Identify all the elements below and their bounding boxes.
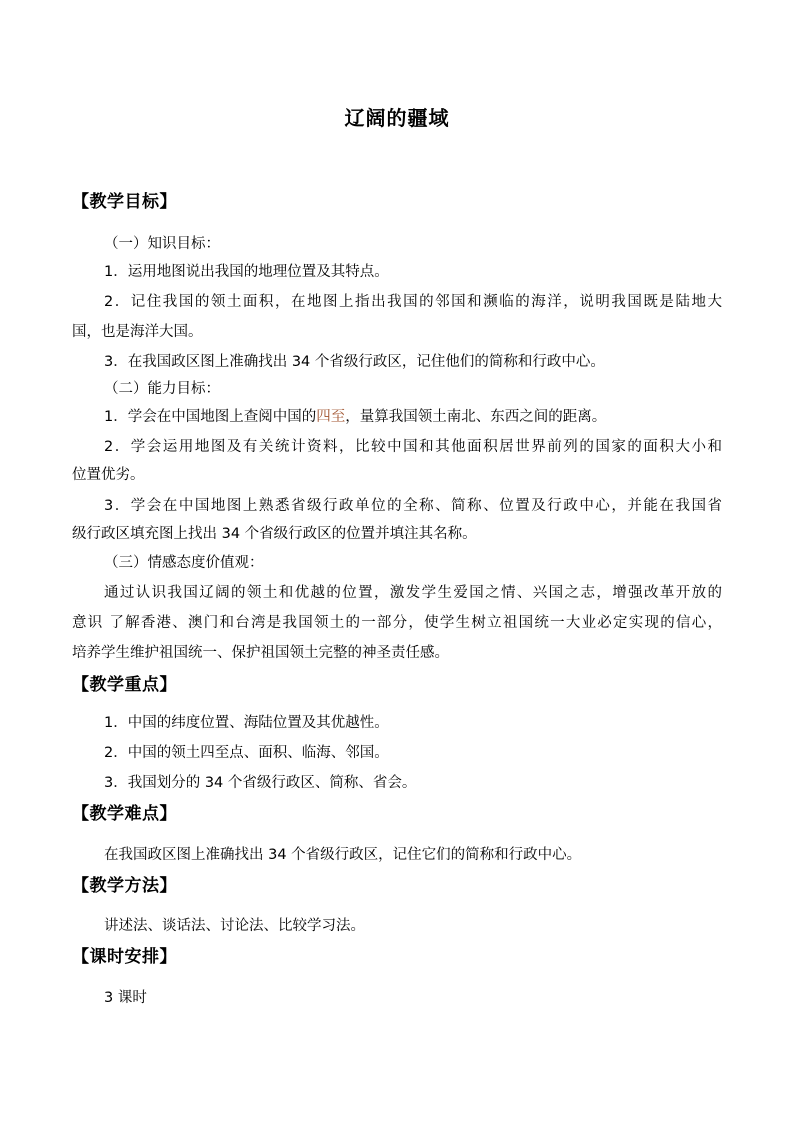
methods-heading: 【教学方法】 — [72, 876, 177, 896]
emotion-objectives-heading: （三）情感态度价值观： — [104, 555, 264, 571]
ability-item-3-line-1: 3．学会在中国地图上熟悉省级行政单位的全称、简称、位置及行政中心，并能在我国省 — [104, 498, 722, 514]
ability-item-1 — [104, 406, 606, 428]
four-extremes-highlight: 四至 — [316, 409, 346, 425]
emotion-line-3: 培养学生维护祖国统一、保护祖国领土完整的神圣责任感。 — [72, 645, 449, 661]
key-point-item-3: 3．我国划分的 34 个省级行政区、简称、省会。 — [104, 775, 417, 791]
key-point-item-2: 2．中国的领土四至点、面积、临海、邻国。 — [104, 745, 389, 761]
knowledge-objectives-heading: （一）知识目标： — [104, 236, 220, 252]
key-point-item-1: 1．中国的纬度位置、海陆位置及其优越性。 — [104, 715, 389, 731]
knowledge-item-1: 1．运用地图说出我国的地理位置及其特点。 — [104, 264, 389, 280]
emotion-line-2: 意识 了解香港、澳门和台湾是我国领土的一部分，使学生树立祖国统一大业必定实现的信心， — [72, 615, 722, 631]
schedule-heading: 【课时安排】 — [72, 947, 177, 967]
knowledge-item-2-line-2: 国，也是海洋大国。 — [72, 324, 203, 340]
document-title: 辽阔的疆域 — [344, 106, 450, 130]
knowledge-item-3: 3．在我国政区图上准确找出 34 个省级行政区，记住他们的简称和行政中心。 — [104, 354, 605, 370]
methods-text: 讲述法、谈话法、讨论法、比较学习法。 — [104, 918, 365, 934]
ability-item-2-line-2: 位置优劣。 — [72, 467, 145, 483]
emotion-line-1: 通过认识我国辽阔的领土和优越的位置，激发学生爱国之情、兴国之志，增强改革开放的 — [104, 585, 722, 601]
knowledge-item-2-line-1: 2．记住我国的领土面积，在地图上指出我国的邻国和濒临的海洋，说明我国既是陆地大 — [104, 294, 722, 310]
schedule-text: 3 课时 — [104, 990, 147, 1006]
ability-item-3-line-2: 级行政区填充图上找出 34 个省级行政区的位置并填注其名称。 — [72, 526, 477, 542]
ability-objectives-heading: （二）能力目标： — [104, 381, 220, 397]
key-points-heading: 【教学重点】 — [72, 675, 177, 695]
ability-item-2-line-1: 2．学会运用地图及有关统计资料，比较中国和其他面积居世界前列的国家的面积大小和 — [104, 439, 722, 455]
objectives-heading: 【教学目标】 — [72, 192, 177, 212]
ability-item-1-suffix: ，量算我国领土南北、东西之间的距离。 — [345, 409, 607, 425]
difficulties-heading: 【教学难点】 — [72, 804, 177, 824]
difficulties-text: 在我国政区图上准确找出 34 个省级行政区，记住它们的简称和行政中心。 — [104, 847, 582, 863]
ability-item-1-prefix: 1．学会在中国地图上查阅中国的 — [104, 409, 317, 425]
